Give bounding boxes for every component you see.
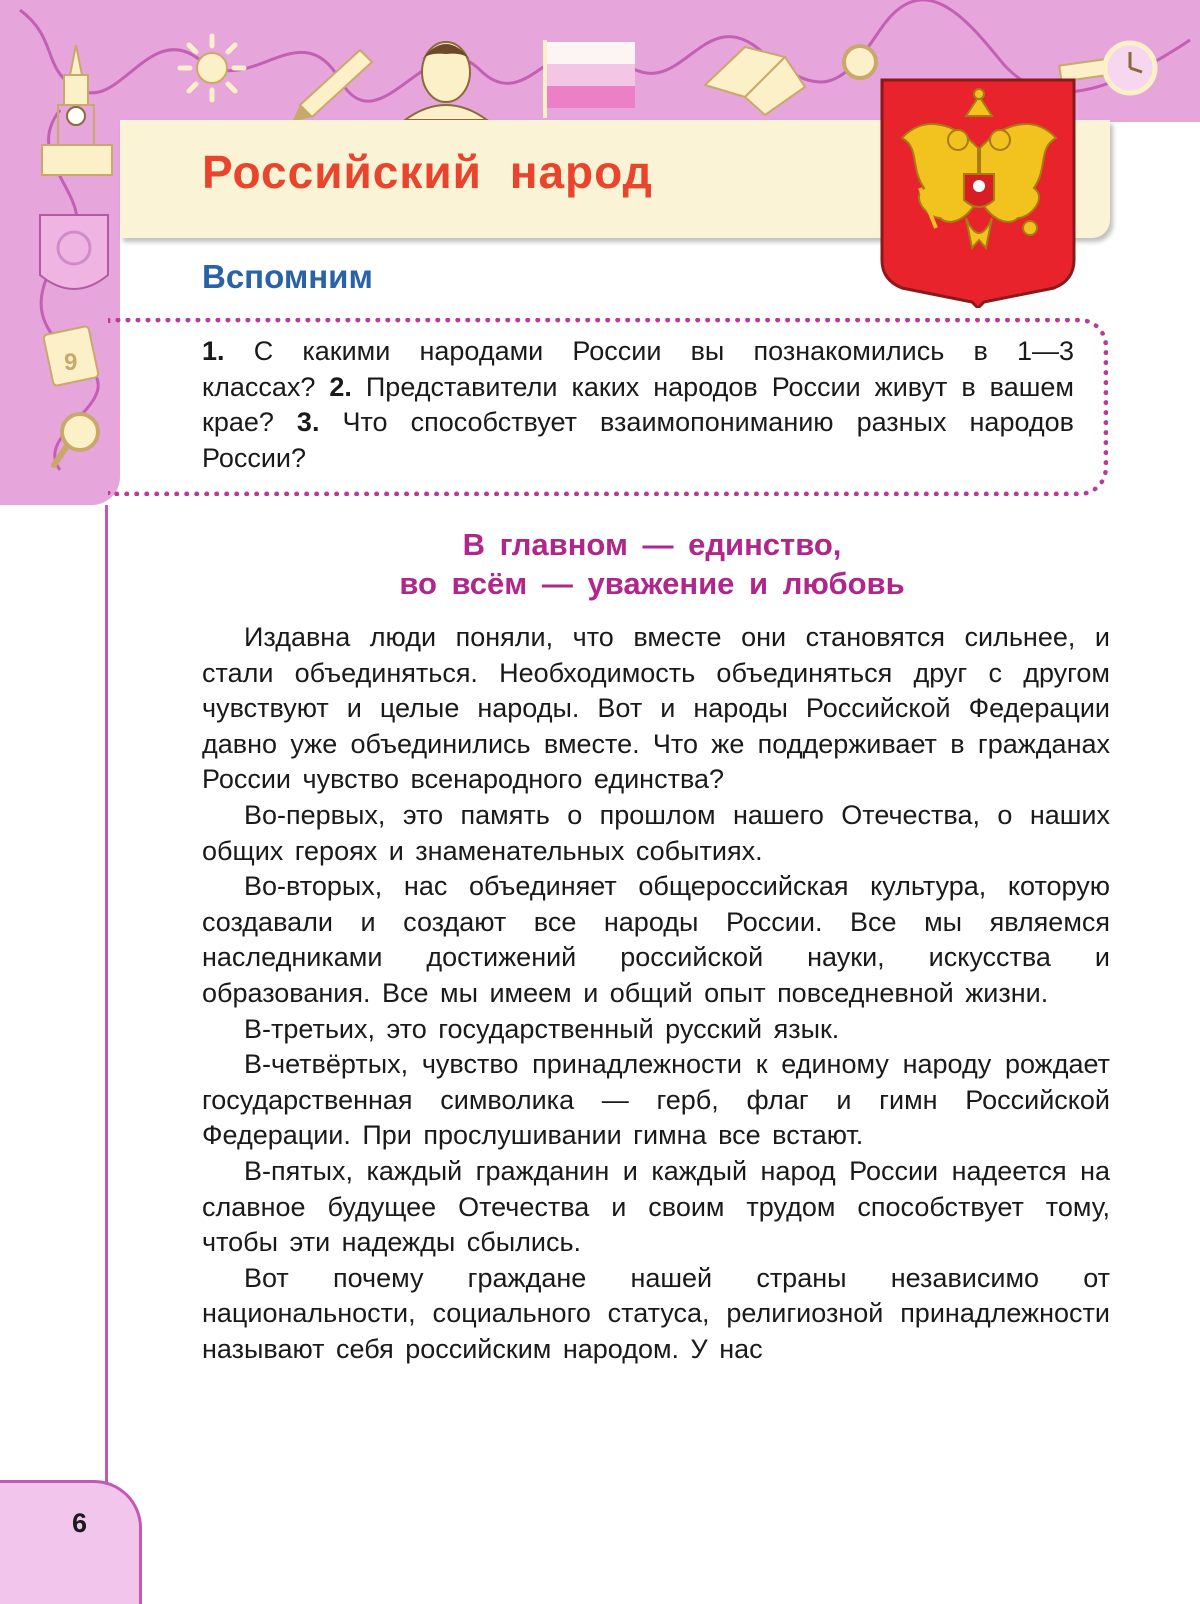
magnifier-top-icon [844,46,876,78]
page-number: 6 [72,1508,88,1538]
section-heading-line-1: В главном — единство, [462,527,842,562]
recall-heading: Вспомним [202,258,373,295]
kremlin-tower-icon [42,45,112,175]
pushkin-portrait-icon [405,42,487,120]
paragraph-5: В-четвёртых, чувство принадлежности к единому народу рождает государственная символика — герб, флаг и гимн Российской Федерации. При прослушивании гимна все встают. [202,1049,1110,1151]
question-number-2: 2. [329,371,352,402]
section-heading-line-2: во всём — уважение и любовь [399,566,905,601]
question-text-2: Представители каких народов России живут в вашем крае? [202,371,1074,437]
paragraph-2: Во-первых, это память о прошлом нашего Отечества, о наших общих героях и знаменательных событиях. [202,799,1110,866]
question-number-3: 3. [296,407,320,437]
paragraph-6: В-пятых, каждый гражданин и каждый народ России надеется на славное будущее Отечества и своим трудом способствует тому, чтобы эти надежды сбылись. [202,1155,1110,1258]
small-emblem-icon [40,215,108,289]
svg-text:9: 9 [64,349,78,376]
question-number-1: 1. [202,336,225,366]
paragraph-1: Издавна люди поняли, что вместе они становятся сильнее, и стали объединяться. Необходимость объединяться друг с другом чувствуют и целые народы. Вот и народы Российской Федерации давно уже объединились вместе. Что же поддерживает в гражданах России чувство всенародного единства? [202,622,1110,795]
question-text-3: Что способствует взаимопониманию разных народов России? [202,407,1074,473]
coat-of-arms-icon [880,78,1080,308]
page-number-tab [0,1480,142,1604]
margin-line [105,505,108,1485]
recall-questions [202,334,1074,476]
body-text [202,620,1110,1367]
pencil-icon [292,50,372,122]
page-title: Российский народ [202,146,653,198]
calendar-icon [43,326,99,386]
question-text-1: С какими народами России вы познакомились в 1—3 классах? [202,336,1074,402]
paragraph-7: Вот почему граждане нашей страны независимо от национальности, социального статуса, религиозной принадлежности называют себя российским народом. У нас [202,1262,1110,1364]
flag-icon [545,40,635,118]
section-heading [202,525,1102,603]
open-book-icon [705,47,805,115]
sun-icon [180,36,244,100]
clock-icon [1105,43,1155,93]
paragraph-4: В-третьих, это государственный русский язык. [244,1013,840,1044]
paragraph-3: Во-вторых, нас объединяет общероссийская культура, которую создавали и создают все народы России. Все мы являемся наследниками достижений российской науки, искусства и образования. Все мы имеем и общий опыт повседневной жизни. [202,871,1110,1008]
